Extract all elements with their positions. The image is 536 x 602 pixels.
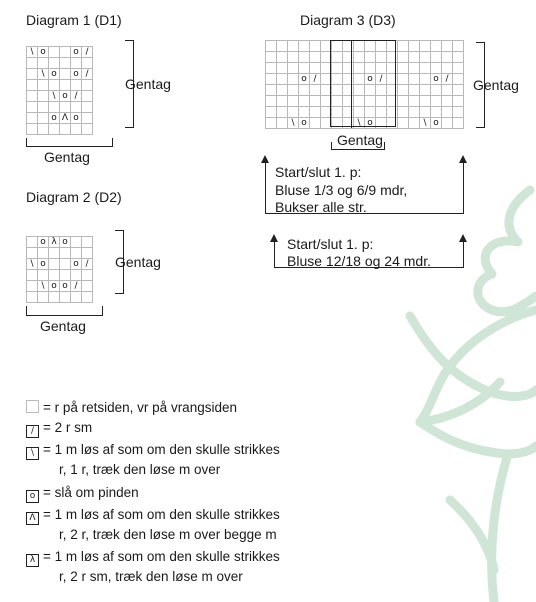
chart-cell (420, 85, 431, 96)
chart-cell (409, 52, 420, 63)
legend-k2tog: / = 2 r sm (26, 420, 92, 438)
chart-cell (60, 47, 71, 58)
d3-start1-frame (265, 162, 266, 214)
chart-cell (442, 107, 453, 118)
chart-cell (82, 124, 93, 135)
d3-repeat-right-label: Gentag (473, 77, 519, 93)
chart-cell (310, 63, 321, 74)
d3-title: Diagram 3 (D3) (300, 12, 396, 28)
chart-cell (409, 107, 420, 118)
chart-cell (60, 69, 71, 80)
chart-cell: \ (27, 47, 38, 58)
chart-cell: \ (420, 118, 431, 129)
chart-cell (442, 85, 453, 96)
chart-cell (38, 270, 49, 281)
chart-cell: / (82, 259, 93, 270)
chart-cell (431, 85, 442, 96)
chart-cell (60, 58, 71, 69)
chart-cell (71, 270, 82, 281)
chart-cell: / (310, 74, 321, 85)
chart-cell (409, 85, 420, 96)
chart-cell (266, 118, 277, 129)
d3-start1-line2: Bluse 1/3 og 6/9 mdr, (275, 182, 408, 198)
legend-skpo: \ = 1 m løs af som om den skulle strikkes (26, 442, 280, 460)
chart-cell (431, 107, 442, 118)
chart-cell (277, 74, 288, 85)
chart-cell (398, 74, 409, 85)
chart-cell (266, 41, 277, 52)
chart-cell: o (431, 74, 442, 85)
chart-cell (277, 107, 288, 118)
chart-cell (60, 259, 71, 270)
chart-cell (310, 96, 321, 107)
chart-cell (420, 74, 431, 85)
chart-cell (49, 102, 60, 113)
chart-cell (420, 52, 431, 63)
chart-cell (82, 58, 93, 69)
chart-cell (27, 91, 38, 102)
chart-cell (288, 107, 299, 118)
chart-cell: / (82, 69, 93, 80)
chart-cell: o (365, 118, 376, 129)
chart-cell (38, 248, 49, 259)
chart-cell: o (365, 74, 376, 85)
chart-cell (398, 107, 409, 118)
inverted-y-icon: λ (26, 554, 39, 567)
chart-cell (38, 124, 49, 135)
chart-cell: / (71, 281, 82, 292)
chart-cell (27, 124, 38, 135)
chart-cell (277, 118, 288, 129)
chart-cell (49, 47, 60, 58)
chart-cell: \ (38, 281, 49, 292)
chart-cell (398, 41, 409, 52)
chart-cell (27, 270, 38, 281)
d3-repeat-bracket-bottom (331, 149, 385, 150)
d3-start1-line1: Start/slut 1. p: (275, 164, 362, 180)
d1-chart-grid (26, 46, 93, 135)
chart-cell: o (38, 237, 49, 248)
d2-title: Diagram 2 (D2) (26, 189, 122, 205)
chart-cell (277, 96, 288, 107)
chart-cell (71, 292, 82, 303)
chart-cell (398, 85, 409, 96)
chart-cell (453, 118, 464, 129)
legend-yo: o = slå om pinden (26, 485, 139, 503)
legend-sk2togpo-cont: r, 2 r sm, træk den løse m over (59, 569, 243, 584)
legend-sk2po: Λ = 1 m løs af som om den skulle strikkes (26, 507, 280, 525)
chart-cell: / (82, 47, 93, 58)
chart-cell (82, 113, 93, 124)
chart-cell (49, 124, 60, 135)
chart-cell (82, 91, 93, 102)
chart-cell: o (71, 69, 82, 80)
chart-cell (409, 41, 420, 52)
chart-cell: / (376, 74, 387, 85)
chart-cell (60, 270, 71, 281)
chart-cell (71, 248, 82, 259)
chart-cell (60, 80, 71, 91)
d1-repeat-bracket-bottom (26, 146, 113, 147)
chart-cell: \ (49, 91, 60, 102)
chart-cell (266, 107, 277, 118)
chart-cell (431, 96, 442, 107)
chart-cell (310, 85, 321, 96)
chart-cell (310, 118, 321, 129)
chart-cell (288, 96, 299, 107)
chart-cell (398, 118, 409, 129)
chart-cell (398, 52, 409, 63)
chart-cell (277, 63, 288, 74)
chart-cell: o (49, 69, 60, 80)
chart-cell (27, 248, 38, 259)
circle-icon: o (26, 490, 39, 503)
chart-cell (27, 102, 38, 113)
chart-cell (27, 58, 38, 69)
d2-repeat-bracket-bottom (26, 315, 103, 316)
chart-cell (442, 118, 453, 129)
legend-skpo-cont: r, 1 r, træk den løse m over (59, 462, 221, 477)
chart-cell: o (299, 74, 310, 85)
chart-cell (442, 96, 453, 107)
chart-cell (420, 96, 431, 107)
chart-cell (453, 52, 464, 63)
chart-cell (277, 41, 288, 52)
chart-cell (38, 292, 49, 303)
d3-repeat-box (330, 40, 396, 127)
chart-cell (310, 52, 321, 63)
d3-repeat-bottom-label: Gentag (337, 132, 383, 148)
chart-cell (38, 113, 49, 124)
d3-start2-frame (274, 241, 275, 268)
chart-cell (27, 292, 38, 303)
chart-cell (442, 52, 453, 63)
chart-cell (82, 237, 93, 248)
d1-repeat-right-label: Gentag (125, 76, 171, 92)
chart-cell (398, 96, 409, 107)
d2-chart-grid (26, 236, 93, 303)
chart-cell (71, 80, 82, 91)
chart-cell (82, 292, 93, 303)
chart-cell (409, 74, 420, 85)
chart-cell (277, 85, 288, 96)
chart-cell: o (71, 47, 82, 58)
legend-sk2togpo: λ = 1 m løs af som om den skulle strikkes (26, 549, 280, 567)
chart-cell (299, 85, 310, 96)
chart-cell (409, 118, 420, 129)
d1-title: Diagram 1 (D1) (26, 12, 122, 28)
chart-cell (453, 74, 464, 85)
chart-cell (409, 63, 420, 74)
d1-repeat-bottom-label: Gentag (44, 149, 90, 165)
chart-cell: o (71, 113, 82, 124)
chart-cell: o (60, 281, 71, 292)
legend-knit: = r på retsiden, vr på vrangsiden (26, 400, 237, 415)
chart-cell (82, 248, 93, 259)
chart-cell (299, 96, 310, 107)
chart-cell (82, 102, 93, 113)
chart-cell (453, 107, 464, 118)
chart-cell (38, 91, 49, 102)
chart-cell (420, 107, 431, 118)
d2-repeat-bottom-label: Gentag (40, 318, 86, 334)
chart-cell (82, 281, 93, 292)
chart-cell: \ (288, 118, 299, 129)
chart-cell (71, 58, 82, 69)
chart-cell (299, 52, 310, 63)
chart-cell: o (49, 113, 60, 124)
chart-cell (38, 80, 49, 91)
chart-cell (27, 281, 38, 292)
chart-cell (288, 41, 299, 52)
chart-cell (288, 85, 299, 96)
chart-cell: o (60, 237, 71, 248)
chart-cell (38, 58, 49, 69)
chart-cell (310, 41, 321, 52)
chart-cell (453, 41, 464, 52)
chart-cell (71, 102, 82, 113)
chart-cell (299, 107, 310, 118)
chart-cell (431, 41, 442, 52)
chart-cell: o (38, 259, 49, 270)
chart-cell (288, 74, 299, 85)
chart-cell: \ (354, 118, 365, 129)
chart-cell (60, 124, 71, 135)
chart-cell (60, 248, 71, 259)
chart-cell (299, 41, 310, 52)
chart-cell (71, 237, 82, 248)
chart-cell (266, 85, 277, 96)
chart-cell (442, 63, 453, 74)
lambda-icon: Λ (26, 512, 39, 525)
chart-cell (398, 63, 409, 74)
chart-cell (420, 41, 431, 52)
chart-cell: o (49, 281, 60, 292)
chart-cell: λ (49, 237, 60, 248)
chart-cell (277, 52, 288, 63)
chart-cell: o (60, 91, 71, 102)
chart-cell: \ (38, 69, 49, 80)
chart-cell (60, 292, 71, 303)
chart-cell (27, 237, 38, 248)
empty-square-icon (26, 400, 39, 413)
backslash-icon: \ (26, 447, 39, 460)
chart-cell (38, 102, 49, 113)
d2-repeat-right-label: Gentag (115, 254, 161, 270)
chart-cell (49, 292, 60, 303)
chart-cell (266, 74, 277, 85)
chart-cell: / (442, 74, 453, 85)
chart-cell (442, 41, 453, 52)
chart-cell (27, 113, 38, 124)
chart-cell (299, 63, 310, 74)
chart-cell (49, 58, 60, 69)
chart-cell (82, 80, 93, 91)
d3-start2-line1: Start/slut 1. p: (287, 236, 374, 252)
d3-start1-line3: Bukser alle str. (275, 199, 367, 215)
chart-cell (60, 102, 71, 113)
chart-cell (27, 80, 38, 91)
chart-cell (288, 63, 299, 74)
chart-cell (431, 63, 442, 74)
chart-cell (453, 96, 464, 107)
chart-cell: o (38, 47, 49, 58)
legend-sk2po-cont: r, 2 r, træk den løse m over begge m (59, 527, 277, 542)
chart-cell: o (299, 118, 310, 129)
slash-icon: / (26, 425, 39, 438)
chart-cell (310, 107, 321, 118)
chart-cell: o (71, 259, 82, 270)
chart-cell (409, 96, 420, 107)
chart-cell (266, 96, 277, 107)
chart-cell: / (71, 91, 82, 102)
chart-cell (49, 248, 60, 259)
chart-cell: \ (27, 259, 38, 270)
chart-cell (431, 52, 442, 63)
chart-cell (266, 63, 277, 74)
chart-cell (49, 259, 60, 270)
d3-start2-line2: Bluse 12/18 og 24 mdr. (287, 253, 431, 269)
chart-cell: Λ (60, 113, 71, 124)
chart-cell (288, 52, 299, 63)
chart-cell (453, 85, 464, 96)
chart-cell (49, 80, 60, 91)
chart-cell: o (431, 118, 442, 129)
chart-cell (49, 270, 60, 281)
chart-cell (266, 52, 277, 63)
chart-cell (71, 124, 82, 135)
chart-cell (420, 63, 431, 74)
chart-cell (453, 63, 464, 74)
chart-cell (27, 69, 38, 80)
chart-cell (82, 270, 93, 281)
